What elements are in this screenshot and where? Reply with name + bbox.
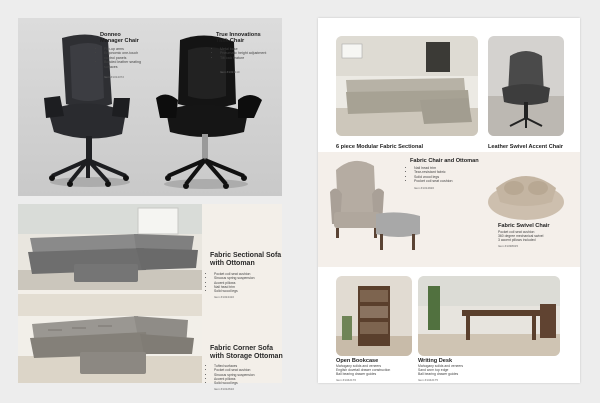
- fabric-swivel-chair-title: Fabric Swivel Chair: [498, 223, 550, 229]
- open-bookcase-desc: Mahogany solids and veneers English dovetail drawer construction Ball bearing drawer guides: [336, 364, 391, 377]
- fabric-chair-ottoman-image: [324, 154, 424, 266]
- corner-sofa-title: Fabric Corner Sofa with Storage Ottoman: [210, 345, 283, 360]
- feature: • Nail head trim: [214, 285, 280, 289]
- feature: • Solid wood legs: [414, 175, 474, 179]
- sectional-sofa-item: Item #1324410: [214, 295, 235, 299]
- open-bookcase-item: Item #1342176: [336, 378, 357, 382]
- feature: • Pocket coil seat cushion: [214, 368, 280, 372]
- task-chair-item: Item #1321110: [220, 70, 240, 74]
- task-chair-title: True Innovations Task Chair: [216, 32, 261, 45]
- sectional-sofa-title: Fabric Sectional Sofa with Ottoman: [210, 252, 282, 267]
- feature: • Sinuous spring suspension: [214, 373, 280, 377]
- feature: • Tilt lock feature: [220, 56, 276, 60]
- leather-chair-title: Leather Swivel Accent Chair: [488, 144, 564, 150]
- fabric-chair-ottoman-item: Item #1314920: [414, 186, 435, 190]
- modular-sectional-title: 6 piece Modular Fabric Sectional: [336, 144, 424, 150]
- writing-desk-title: Writing Desk: [418, 358, 453, 364]
- feature: • Metal base: [220, 47, 276, 51]
- task-chair-features: [216, 47, 276, 60]
- feature: • Accent pillows: [214, 281, 280, 285]
- feature: • Solid wood legs: [214, 289, 280, 293]
- feature: • Tufted surfaces: [214, 364, 280, 368]
- feature: • Nail head trim: [414, 166, 474, 170]
- feature: • Pocket coil seat cushion: [214, 272, 280, 276]
- feature: • Pocket coil seat cushion: [414, 179, 474, 183]
- leather-chair-image: [488, 36, 564, 136]
- writing-desk-image: [418, 276, 560, 356]
- office-chairs-panel: [18, 18, 282, 196]
- feature: • Solid wood legs: [214, 381, 280, 385]
- sectional-sofa-features: [210, 272, 280, 293]
- fabric-swivel-chair-item: Item #1338015: [498, 244, 519, 248]
- fabric-chair-ottoman-title: Fabric Chair and Ottoman: [410, 158, 479, 164]
- manager-chair-title: Donneo Manager Chair: [100, 32, 139, 45]
- manager-chair-features: [100, 47, 144, 69]
- writing-desk-item: Item #1342175: [418, 378, 439, 382]
- right-page: [318, 18, 580, 383]
- manager-chair-item: Item #1314372: [104, 75, 125, 79]
- fabric-swivel-chair-desc: Pocket coil seat cushion 360 degree mechanical swivel 3 accent pillows included: [498, 230, 544, 243]
- open-bookcase-title: Open Bookcase: [336, 358, 379, 364]
- feature: • Sinuous spring suspension: [214, 276, 280, 280]
- open-bookcase-image: [336, 276, 412, 356]
- fabric-swivel-chair-image: [484, 158, 568, 222]
- corner-sofa-item: Item #1312610: [214, 387, 235, 391]
- sofas-panel: [18, 204, 283, 391]
- feature: • Flip-up arms: [104, 47, 144, 51]
- feature: • Ergonomic one-touch control panels: [104, 51, 144, 60]
- corner-sofa-features: [210, 364, 280, 385]
- left-page: [18, 18, 283, 391]
- feature: • Pneumatic height adjustment: [220, 51, 276, 55]
- fabric-chair-ottoman-features: [410, 166, 474, 184]
- feature: • Bonded leather seating surfaces: [104, 60, 144, 69]
- feature: • Accent pillows: [214, 377, 280, 381]
- sectional-sofa-image: [18, 204, 202, 290]
- writing-desk-desc: Mahogany solids and veneers Sand worn top edge Ball bearing drawer guides: [418, 364, 464, 377]
- corner-sofa-image: [18, 294, 202, 383]
- feature: • Tear-resistant fabric: [414, 170, 474, 174]
- modular-sectional-image: [336, 36, 478, 136]
